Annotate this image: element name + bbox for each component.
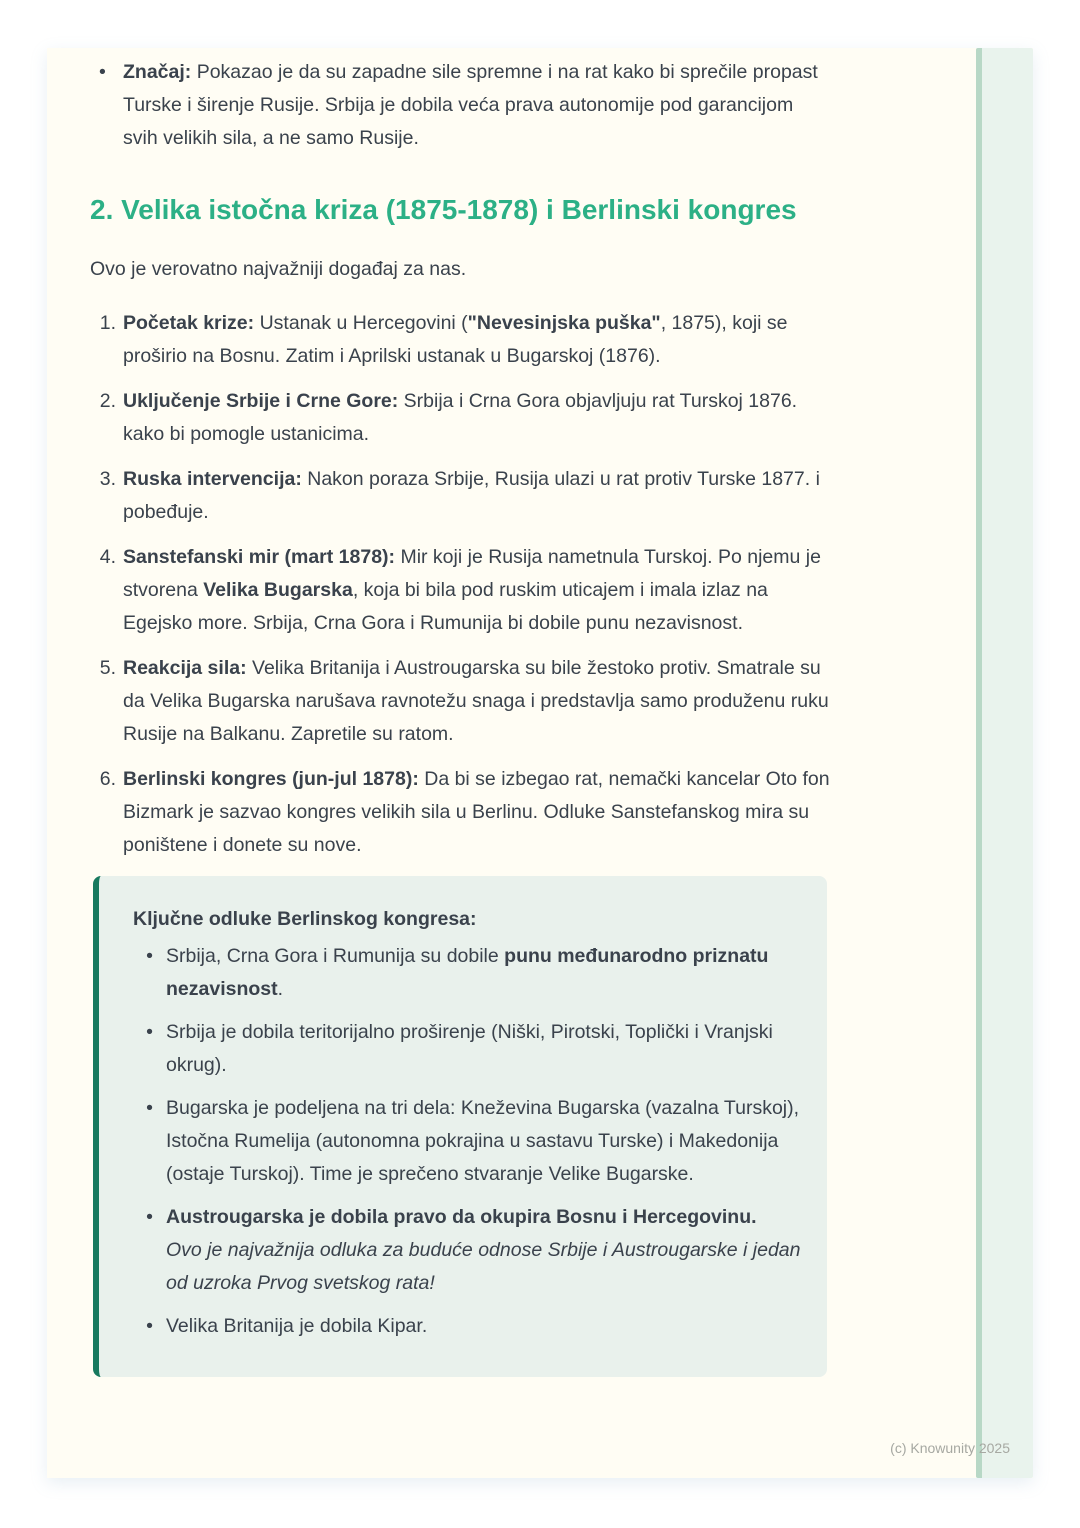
item-text: Ruska intervencija: Nakon poraza Srbije, Rusija ulazi u rat protiv Turske 1877. i pobeđuje. xyxy=(123,468,820,523)
item-text: Uključenje Srbije i Crne Gore: Srbija i Crna Gora objavljuju rat Turskoj 1876. kako bi pomogle ustanicima. xyxy=(123,390,798,445)
item-text: Berlinski kongres (jun-jul 1878): Da bi se izbegao rat, nemački kancelar Oto fon Bizmark je sazvao kongres velikih sila u Berlinu. Odluke Sanstefanskog mira su poništene i donete su nove. xyxy=(123,768,830,856)
bullet-icon: • xyxy=(146,1021,153,1043)
numbered-item-4 xyxy=(90,541,830,640)
callout-bullet-text: Austrougarska je dobila pravo da okupira Bosnu i Hercegovinu. Ovo je najvažnija odluka za buduće odnose Srbije i Austrougarske i jedan od uzroka Prvog svetskog rata! xyxy=(166,1206,801,1294)
bullet-icon: • xyxy=(146,945,153,967)
bullet-icon: • xyxy=(99,61,106,83)
item-text: Početak krize: Ustanak u Hercegovini ("Nevesinjska puška", 1875), koji se proširio na Bosnu. Zatim i Aprilski ustanak u Bugarskoj (1876). xyxy=(123,312,788,367)
bullet-icon: • xyxy=(146,1097,153,1119)
callout-bullet-5 xyxy=(133,1310,807,1343)
callout-bullet-list xyxy=(133,940,807,1343)
bullet-icon: • xyxy=(146,1206,153,1228)
callout-bullet-text: Srbija, Crna Gora i Rumunija su dobile punu međunarodno priznatu nezavisnost. xyxy=(166,945,769,1000)
document-page xyxy=(47,48,1033,1478)
callout-title: Ključne odluke Berlinskog kongresa: xyxy=(133,908,477,930)
callout-bullet-text: Bugarska je podeljena na tri dela: Kneževina Bugarska (vazalna Turskoj), Istočna Rumelija (autonomna pokrajina u sastavu Turske) i Makedonija (ostaje Turskoj). Time je sprečeno stvaranje Velike Bugarske. xyxy=(166,1097,800,1185)
intro-paragraph: Ovo je verovatno najvažniji događaj za nas. xyxy=(90,258,467,280)
right-margin-strip xyxy=(976,48,1033,1478)
callout-bullet-text: Velika Britanija je dobila Kipar. xyxy=(166,1315,428,1337)
copyright-footer: (c) Knowunity 2025 xyxy=(890,1440,1010,1456)
key-decisions-callout xyxy=(93,876,827,1377)
item-number: 5. xyxy=(99,657,116,679)
callout-bullet-text: Srbija je dobila teritorijalno proširenje (Niški, Pirotski, Toplički i Vranjski okrug). xyxy=(166,1021,773,1076)
bullet-icon: • xyxy=(146,1315,153,1337)
page-content xyxy=(90,56,830,1377)
item-number: 1. xyxy=(99,312,116,334)
list-item xyxy=(90,56,830,155)
callout-bullet-1 xyxy=(133,940,807,1006)
numbered-item-5 xyxy=(90,652,830,751)
numbered-item-3 xyxy=(90,463,830,529)
list-item-text: Značaj: Pokazao je da su zapadne sile spremne i na rat kako bi sprečile propast Turske i širenje Rusije. Srbija je dobila veća prava autonomije pod garancijom svih velikih sila, a ne samo Rusije. xyxy=(123,61,818,149)
section-heading: 2. Velika istočna kriza (1875-1878) i Berlinski kongres xyxy=(90,194,797,225)
numbered-item-1 xyxy=(90,307,830,373)
numbered-item-6 xyxy=(90,763,830,862)
significance-list xyxy=(90,56,830,155)
item-number: 4. xyxy=(99,546,116,568)
item-number: 3. xyxy=(99,468,116,490)
numbered-item-2 xyxy=(90,385,830,451)
item-text: Sanstefanski mir (mart 1878): Mir koji je Rusija nametnula Turskoj. Po njemu je stvorena Velika Bugarska, koja bi bila pod ruskim uticajem i imala izlaz na Egejsko more. Srbija, Crna Gora i Rumunija bi dobile punu nezavisnost. xyxy=(123,546,821,634)
item-number: 6. xyxy=(99,768,116,790)
callout-bullet-3 xyxy=(133,1092,807,1191)
callout-bullet-4 xyxy=(133,1201,807,1300)
item-text: Reakcija sila: Velika Britanija i Austrougarska su bile žestoko protiv. Smatrale su da Velika Bugarska narušava ravnotežu snaga i predstavlja samo produženu ruku Rusije na Balkanu. Zapretile su ratom. xyxy=(123,657,829,745)
item-number: 2. xyxy=(99,390,116,412)
crisis-numbered-list xyxy=(90,307,830,862)
callout-bullet-2 xyxy=(133,1016,807,1082)
